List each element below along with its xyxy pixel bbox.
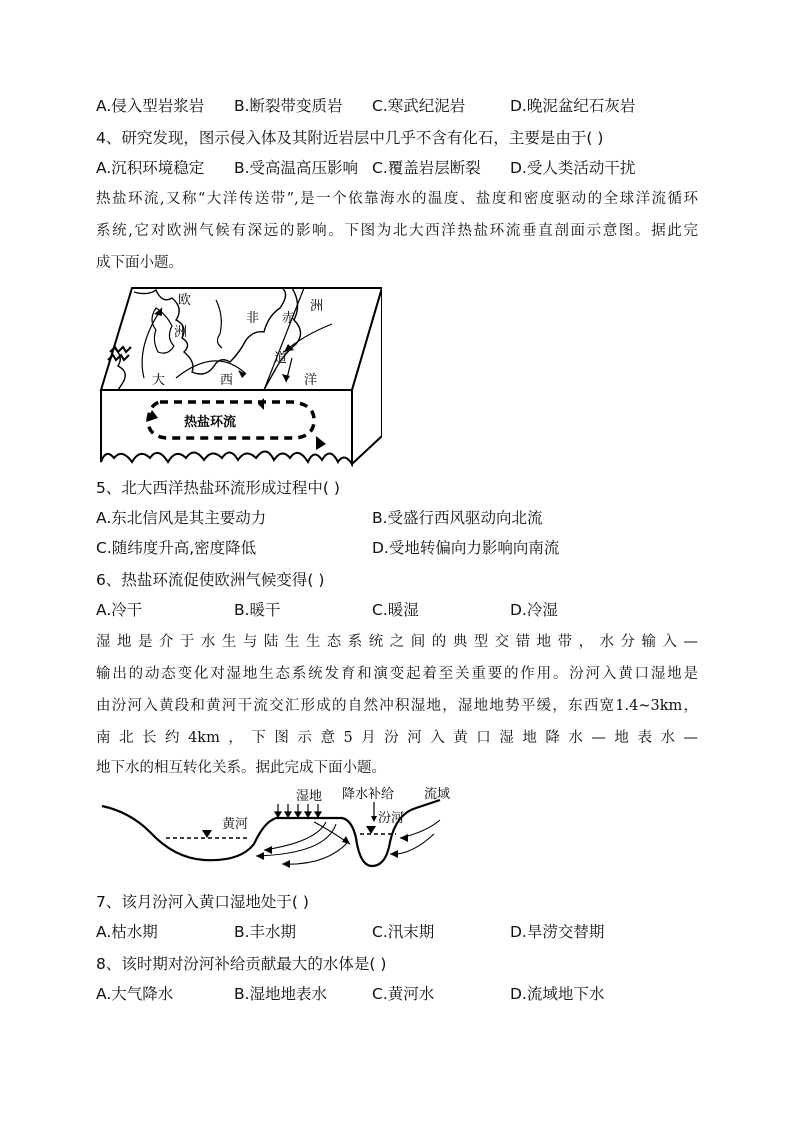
q5-option-b: B.受盛行西风驱动向北流 xyxy=(372,509,543,527)
passage1-line3: 成下面小题。 xyxy=(96,255,183,271)
fen-river-level-marker xyxy=(366,826,376,834)
q8-option-b: B.湿地地表水 xyxy=(234,985,328,1003)
label-dao: 道 xyxy=(274,351,288,366)
label-fen-river: 汾河 xyxy=(378,811,405,826)
rain-arrows xyxy=(275,804,321,817)
q6-option-a: A.冷干 xyxy=(96,601,143,619)
q5-option-c: C.随纬度升高,密度降低 xyxy=(96,539,257,557)
q8-option-c: C.黄河水 xyxy=(372,985,435,1003)
label-chi: 赤 xyxy=(282,311,296,326)
passage2-line4: 南北长约4km，下图示意5月汾河入黄口湿地降水—地表水— xyxy=(96,730,698,746)
passage2-line3: 由汾河入黄段和黄河干流交汇形成的自然冲积湿地，湿地地势平缓，东西宽1.4~3km， xyxy=(96,698,698,714)
flow-arrow-1 xyxy=(264,822,326,850)
q6-option-d: D.冷湿 xyxy=(510,601,558,619)
wetland-figure xyxy=(100,782,460,882)
q7-option-c: C.汛末期 xyxy=(372,923,435,941)
q5-option-a: A.东北信风是其主要动力 xyxy=(96,509,267,527)
label-yang: 洋 xyxy=(304,373,318,388)
passage2-line5: 地下水的相互转化关系。据此完成下面小题。 xyxy=(96,760,386,776)
q5-option-d: D.受地转偏向力影响向南流 xyxy=(372,539,560,557)
q4-option-a: A.沉积环境稳定 xyxy=(96,159,205,177)
q4-option-d: D.受人类活动干扰 xyxy=(510,159,636,177)
q3-option-b: B.断裂带变质岩 xyxy=(234,97,343,115)
q7-option-b: B.丰水期 xyxy=(234,923,297,941)
label-rain-supply: 降水补给 xyxy=(342,787,395,802)
q6-option-b: B.暖干 xyxy=(234,601,281,619)
label-yellow-river: 黄河 xyxy=(222,817,249,832)
q8-stem: 8、该时期对汾河补给贡献最大的水体是( ) xyxy=(96,955,387,973)
q6-stem: 6、热盐环流促使欧洲气候变得( ) xyxy=(96,571,325,589)
q7-option-a: A.枯水期 xyxy=(96,923,158,941)
q3-option-a: A.侵入型岩浆岩 xyxy=(96,97,205,115)
terrain-profile xyxy=(102,800,440,866)
q3-option-d: D.晚泥盆纪石灰岩 xyxy=(510,97,636,115)
passage1-line1: 热盐环流,又称“大洋传送带”,是一个依靠海水的温度、盐度和密度驱动的全球洋流循环 xyxy=(96,191,698,207)
q8-option-a: A.大气降水 xyxy=(96,985,174,1003)
label-zhou: 洲 xyxy=(174,325,188,340)
q4-option-c: C.覆盖岩层断裂 xyxy=(372,159,481,177)
q6-option-c: C.暖湿 xyxy=(372,601,419,619)
label-loop: 热盐环流 xyxy=(184,415,237,430)
label-fei: 非 xyxy=(246,311,260,326)
passage2-line2: 输出的动态变化对湿地生态系统发育和演变起着至关重要的作用。汾河入黄口湿地是 xyxy=(96,666,698,682)
rain-supply-arrowhead xyxy=(371,816,377,822)
q5-stem: 5、北大西洋热盐环流形成过程中( ) xyxy=(96,479,340,497)
passage2-line1: 湿地是介于水生与陆生生态系统之间的典型交错地带，水分输入— xyxy=(96,634,698,650)
label-wetland: 湿地 xyxy=(296,789,323,804)
label-zhou2: 洲 xyxy=(310,299,324,314)
q7-option-d: D.旱涝交替期 xyxy=(510,923,605,941)
passage1-line2: 系统,它对欧洲气候有深远的影响。下图为北大西洋热盐环流垂直剖面示意图。据此完 xyxy=(96,223,698,239)
thermohaline-figure xyxy=(96,286,382,472)
q7-stem: 7、该月汾河入黄口湿地处于( ) xyxy=(96,893,309,911)
q3-option-c: C.寒武纪泥岩 xyxy=(372,97,466,115)
label-da: 大 xyxy=(152,373,166,388)
q4-stem: 4、研究发现，图示侵入体及其附近岩层中几乎不含有化石，主要是由于( ) xyxy=(96,129,604,147)
q4-option-b: B.受高温高压影响 xyxy=(234,159,359,177)
label-xi: 西 xyxy=(220,373,234,388)
q8-option-d: D.流域地下水 xyxy=(510,985,605,1003)
yellow-river-level-marker xyxy=(202,830,212,838)
label-basin: 流域 xyxy=(424,787,451,802)
label-ou: 欧 xyxy=(178,293,192,308)
